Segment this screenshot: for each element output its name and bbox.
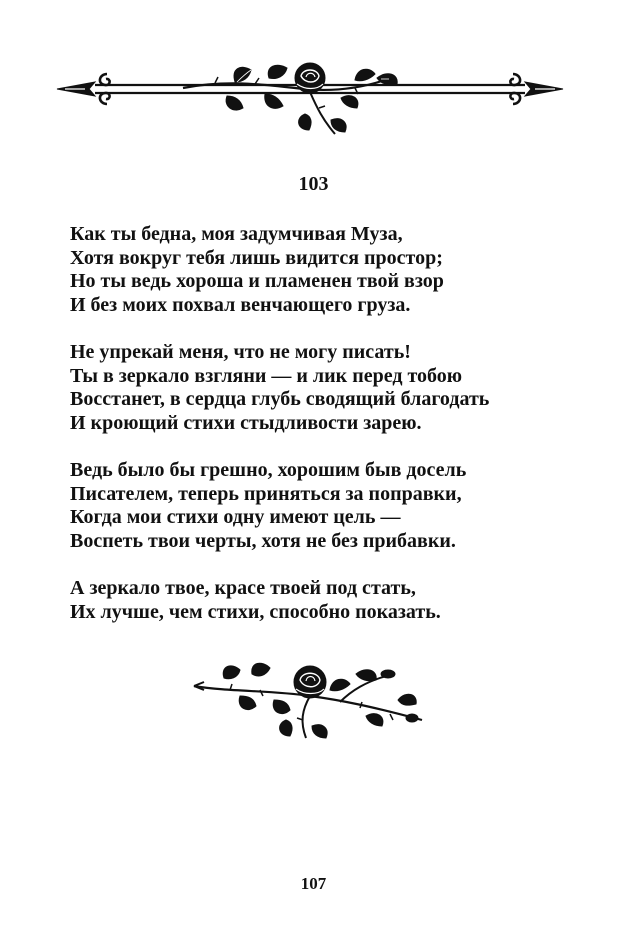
poem-line: И кроющий стихи стыдливости зарею. <box>70 411 422 434</box>
poem-line: Ты в зеркало взгляни — и лик перед тобою <box>70 364 463 387</box>
rose-vine-scroll-icon <box>55 58 565 144</box>
poem-line: А зеркало твое, красе твоей под стать, <box>70 577 416 599</box>
poem-line: Но ты ведь хороша и пламенен твой взор <box>70 270 444 292</box>
rose-sprig-icon <box>190 660 425 742</box>
page-number: 107 <box>300 874 327 893</box>
stanza-3 <box>70 459 590 553</box>
stanza-1 <box>70 223 590 317</box>
poem-number: 103 <box>298 173 329 195</box>
poem-line: Когда мои стихи одну имеют цель — <box>70 506 401 528</box>
stanza-4 <box>70 577 590 624</box>
poem-line: Воспеть твои черты, хотя не без прибавки. <box>70 529 456 552</box>
poem-line: Хотя вокруг тебя лишь видится простор; <box>70 246 443 269</box>
poem-body <box>70 223 590 648</box>
poem-line: Ведь было бы грешно, хорошим быв досель <box>70 459 467 481</box>
stanza-2 <box>70 341 590 435</box>
poem-line: Восстанет, в сердца глубь сводящий благодать <box>70 388 490 410</box>
poem-line: Как ты бедна, моя задумчивая Муза, <box>70 223 403 245</box>
poem-line: Их лучше, чем стихи, способно показать. <box>70 600 441 623</box>
poem-line: И без моих похвал венчающего груза. <box>70 293 411 316</box>
poem-line: Писателем, теперь приняться за поправки, <box>70 482 462 505</box>
poem-line: Не упрекай меня, что не могу писать! <box>70 341 411 363</box>
